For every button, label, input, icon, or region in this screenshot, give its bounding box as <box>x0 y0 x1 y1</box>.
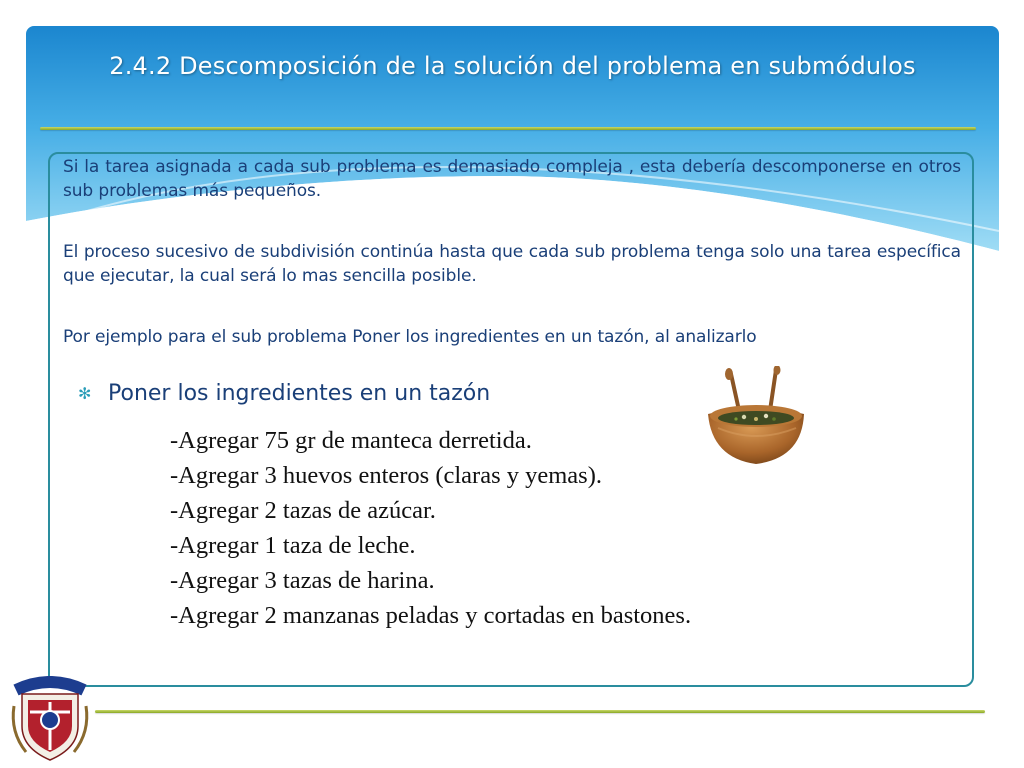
bottom-divider <box>95 710 985 713</box>
bullet-text: Poner los ingredientes en un tazón <box>108 380 491 406</box>
bullet-item <box>78 378 490 408</box>
step-item: -Agregar 2 tazas de azúcar. <box>170 497 436 524</box>
paragraph-example-intro: Por ejemplo para el sub problema Poner los ingredientes en un tazón, al analizarlo <box>63 327 757 347</box>
step-item: -Agregar 1 taza de leche. <box>170 532 416 559</box>
paragraph-subdivision-process: El proceso sucesivo de subdivisión continúa hasta que cada sub problema tenga solo una tarea específica que ejecutar, la cual será lo mas sencilla posible. <box>63 242 961 286</box>
step-item: -Agregar 75 gr de manteca derretida. <box>170 427 532 454</box>
steps-list <box>170 423 691 633</box>
step-item: -Agregar 3 huevos enteros (claras y yemas). <box>170 462 602 489</box>
bowl-image <box>704 366 808 474</box>
step-item: -Agregar 3 tazas de harina. <box>170 567 435 594</box>
bowl-icon <box>704 366 808 470</box>
asterisk-bullet-icon: ✻ <box>78 383 92 403</box>
step-item: -Agregar 2 manzanas peladas y cortadas en bastones. <box>170 602 692 629</box>
top-divider <box>40 127 976 130</box>
ingenieria-logo <box>8 676 92 768</box>
paragraph-complex-tasks: Si la tarea asignada a cada sub problema es demasiado compleja , esta debería descomponerse en otros sub problemas más pequeños. <box>63 157 961 201</box>
ingenieria-shield-icon <box>8 676 92 764</box>
slide-title: 2.4.2 Descomposición de la solución del problema en submódulos <box>109 52 916 80</box>
